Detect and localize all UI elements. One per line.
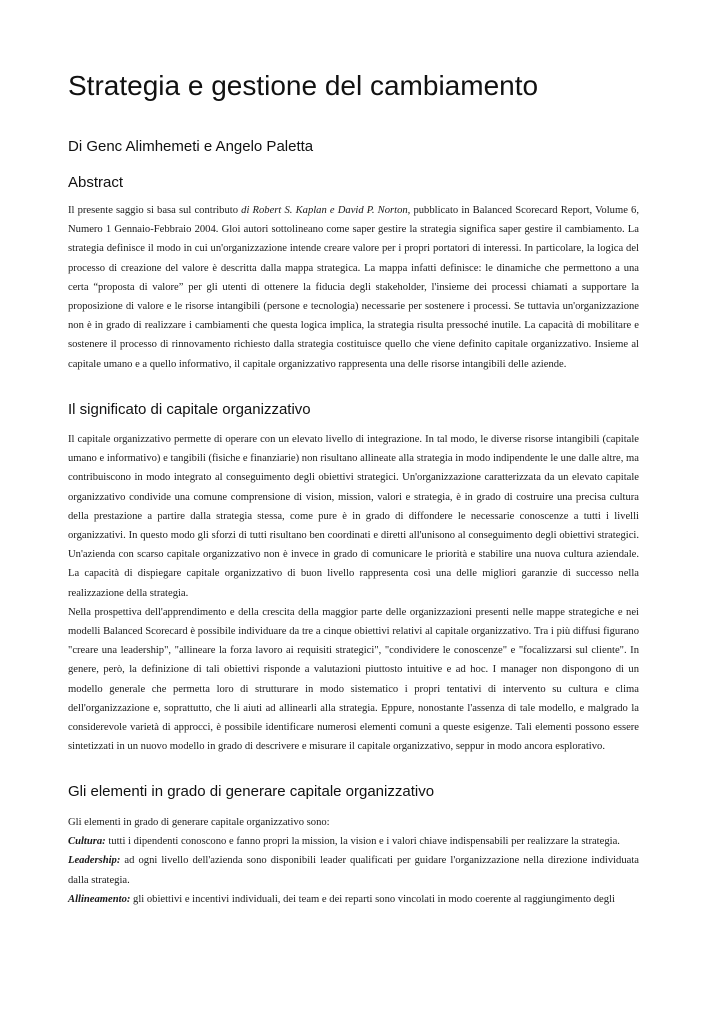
abstract-text-post: pubblicato in Balanced Scorecard Report, Volume 6, Numero 1 Gennaio-Febbraio 2004. Gloi autori sottolineano come saper gestire la strategia significa saper gestire il cambiamento. La strategia definisce il modo in cui un'organizzazione intende creare valore per i propri portatori di interessi. In particolare, la logica del processo di creazione del valore è descritta dalla mappa strategica. La mappa infatti definisce: le dinamiche che permettono a una certa “proposta di valore” per gli utenti di ottenere la fiducia degli stakeholder, l'insieme dei processi chiamati a supportare la proposizione di valore e le risorse intangibili (persone e tecnologia) necessarie per sostenere i processi. Se tuttavia un'organizzazione non è in grado di realizzare i cambiamenti che questa logica implica, la strategia risulta pressoché inutile. La capacità di mobilitare e sostenere il processo di rinnovamento richiesto dalla strategia costituisce quello che viene definito capitale organizzativo. Insieme al capitale umano e a quello informativo, il capitale organizzativo rappresenta una delle risorse intangibili delle aziende. [68, 205, 639, 370]
list-item-label: Leadership: [68, 855, 121, 867]
section2-intro: Gli elementi in grado di generare capitale organizzativo sono: [68, 817, 330, 828]
list-item-label: Allineamento: [68, 893, 131, 905]
authors-line: Di Genc Alimhemeti e Angelo Paletta [68, 138, 314, 155]
list-item-cultura [68, 832, 639, 851]
abstract-body [68, 201, 639, 374]
list-item-text: gli obiettivi e incentivi individuali, dei team e dei reparti sono vincolati in modo coerente al raggiungimento degli [130, 893, 615, 905]
section1-heading: Il significato di capitale organizzativo [68, 401, 311, 418]
section2-heading: Gli elementi in grado di generare capitale organizzativo [68, 783, 435, 800]
list-item-text: ad ogni livello dell'azienda sono disponibili leader qualificati per guidare l'organizzazione nella direzione individuata dalla strategia. [68, 855, 639, 886]
list-item-leadership [68, 851, 639, 889]
abstract-cited-authors: di Robert S. Kaplan e David P. Norton, [241, 205, 411, 216]
section2-body [68, 813, 639, 909]
section1-paragraph-2: Nella prospettiva dell'apprendimento e della crescita della maggior parte delle organizzazioni presenti nelle mappe strategiche e nei modelli Balanced Scorecard è possibile individuare da tre a cinque obiettivi relativi al capitale organizzativo. Tra i più diffusi figurano "creare una leadership", "allineare la forza lavoro ai requisiti strategici", "condividere le conoscenze" e "focalizzarsi sul cliente". In genere, però, la definizione di tali obiettivi risponde a valutazioni piuttosto intuitive e ad hoc. I manager non dispongono di un modello generale che permetta loro di strutturare in modo sistematico i propri tentativi di intervento su cultura e clima dell'organizzazione e, soprattutto, che li aiuti ad allinearli alla strategia. Eppure, nonostante l'assenza di tale modello, e malgrado la considerevole varietà di approcci, è possibile identificare numerosi elementi comuni a queste esigenze. Tali elementi possono essere sintetizzati in un nuovo modello in grado di descrivere e misurare il capitale organizzativo, seppur in modo ancora esplorativo. [68, 606, 639, 753]
section1-paragraph-1: Il capitale organizzativo permette di operare con un elevato livello di integrazione. In tal modo, le diverse risorse intangibili (capitale umano e informativo) e tangibili (fisiche e finanziarie) non risultano allineate alla strategia in modo indipendente le une dalle altre, ma contribuiscono in modo integrato al conseguimento degli obiettivi strategici. Un'organizzazione caratterizzata da un elevato capitale organizzativo condivide una comune comprensione di vision, mission, valori e strategia, è in grado di costruire una precisa cultura della prestazione a partire dalla strategia stessa, come pure è in grado di diffondere le necessarie conoscenze a tutti i livelli organizzativi. In questo modo gli sforzi di tutti risultano ben coordinati e diretti all'unisono al conseguimento degli obiettivi strategici. Un'azienda con scarso capitale organizzativo non è invece in grado di comunicare le priorità e stabilire una nuova cultura aziendale. La capacità di dispiegare capitale organizzativo di buon livello rappresenta così una delle migliori garanzie di successo nella realizzazione della strategia. [68, 434, 639, 599]
abstract-heading: Abstract [68, 174, 124, 191]
abstract-text-pre: Il presente saggio si basa sul contributo [68, 205, 242, 216]
list-item-allineamento [68, 890, 639, 909]
page-title: Strategia e gestione del cambiamento [68, 70, 539, 101]
section1-body [68, 430, 639, 756]
list-item-text: tutti i dipendenti conoscono e fanno propri la mission, la vision e i valori chiave indispensabili per realizzare la strategia. [105, 836, 620, 848]
list-item-label: Cultura: [68, 836, 106, 848]
abstract-paragraph [68, 201, 639, 374]
